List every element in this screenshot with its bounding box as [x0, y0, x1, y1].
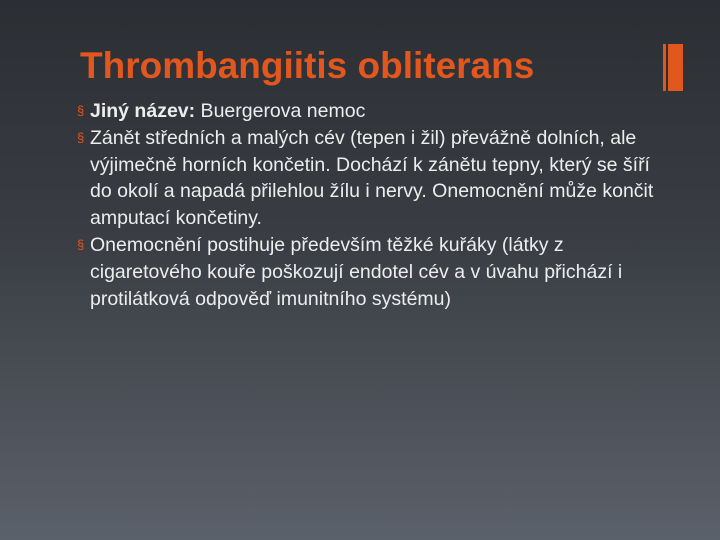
bullet-marker-icon: §: [77, 103, 85, 118]
bullet-item-alt-name: [77, 98, 677, 125]
bullet-marker-icon: §: [77, 129, 85, 145]
bullet-item-description: [77, 125, 677, 232]
bullet-text: Zánět středních a malých cév (tepen i žil) převážně dolních, ale výjimečně horních končetin. Dochází k zánětu tepny, který se šíří do okolí a napadá přilehlou žílu i nervy. Onemocnění může končit amputací končetiny.: [90, 126, 654, 230]
bullet-text: Onemocnění postihuje především těžké kuřáky (látky z cigaretového kouře poškozují endotel cév a v úvahu přichází i protilátková odpověď imunitního systému): [90, 233, 623, 310]
slide-title: Thrombangiitis obliterans: [80, 45, 535, 86]
bullet-text: Buergerova nemoc: [195, 100, 366, 122]
accent-bar-stripe: [666, 44, 668, 91]
accent-bar-decoration: [663, 44, 683, 91]
bullet-list: [77, 98, 677, 312]
bullet-item-risk-group: [77, 232, 677, 312]
bullet-label: Jiný název:: [90, 100, 196, 122]
bullet-marker-icon: §: [77, 236, 85, 252]
